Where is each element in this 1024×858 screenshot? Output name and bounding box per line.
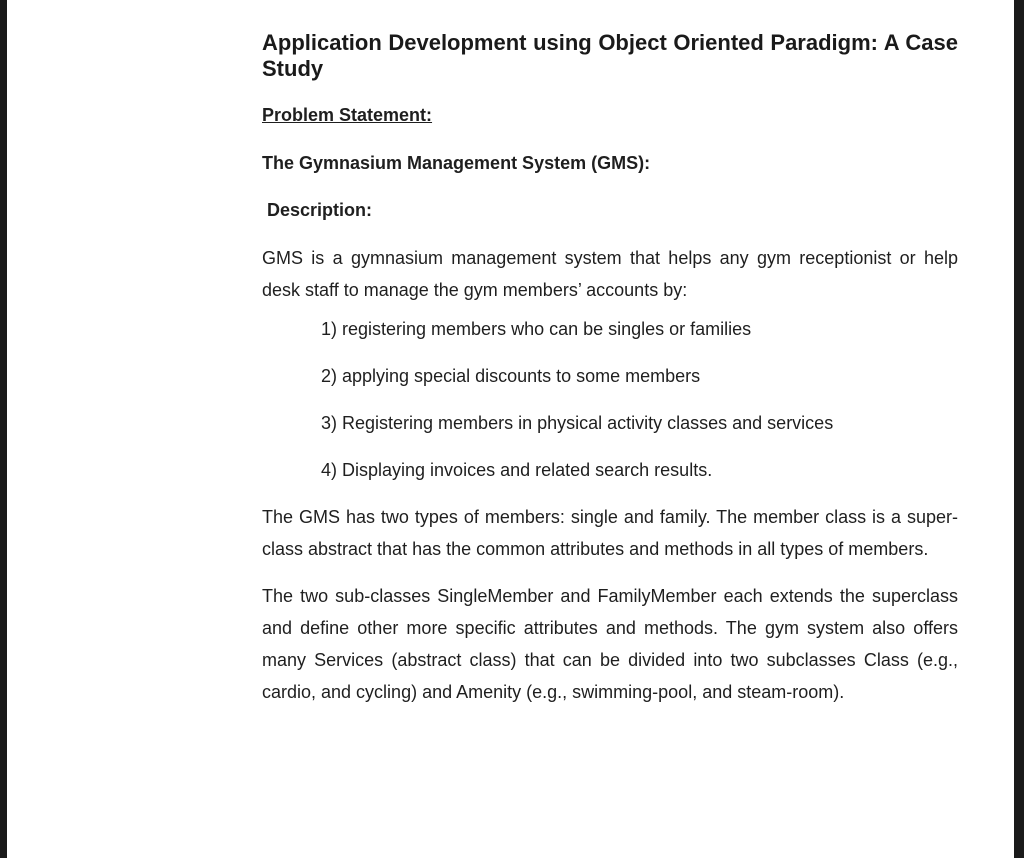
list-item: 1) registering members who can be singles or families [321,319,752,339]
members-paragraph: The GMS has two types of members: single and family. The member class is a super-class abstract that has the common attributes and methods in all types of members. [262,507,958,559]
list-item: 2) applying special discounts to some members [321,366,701,386]
system-heading: The Gymnasium Management System (GMS): [262,153,651,173]
description-heading: Description: [267,200,373,220]
document-title: Application Development using Object Oriented Paradigm: A Case Study [262,30,958,81]
list-item: 3) Registering members in physical activity classes and services [321,413,834,433]
feature-list [262,318,958,481]
subclasses-paragraph: The two sub-classes SingleMember and FamilyMember each extends the superclass and define other more specific attributes and methods. The gym system also offers many Services (abstract class) that can be divided into two subclasses Class (e.g., cardio, and cycling) and Amenity (e.g., swimming-pool, and steam-room). [262,586,958,702]
intro-paragraph: GMS is a gymnasium management system that helps any gym receptionist or help desk staff to manage the gym members’ accounts by: [262,248,958,300]
document-content [262,30,958,708]
list-item: 4) Displaying invoices and related search results. [321,460,713,480]
problem-statement-heading: Problem Statement: [262,105,433,125]
right-border [1014,0,1024,858]
document-page [7,0,1014,858]
